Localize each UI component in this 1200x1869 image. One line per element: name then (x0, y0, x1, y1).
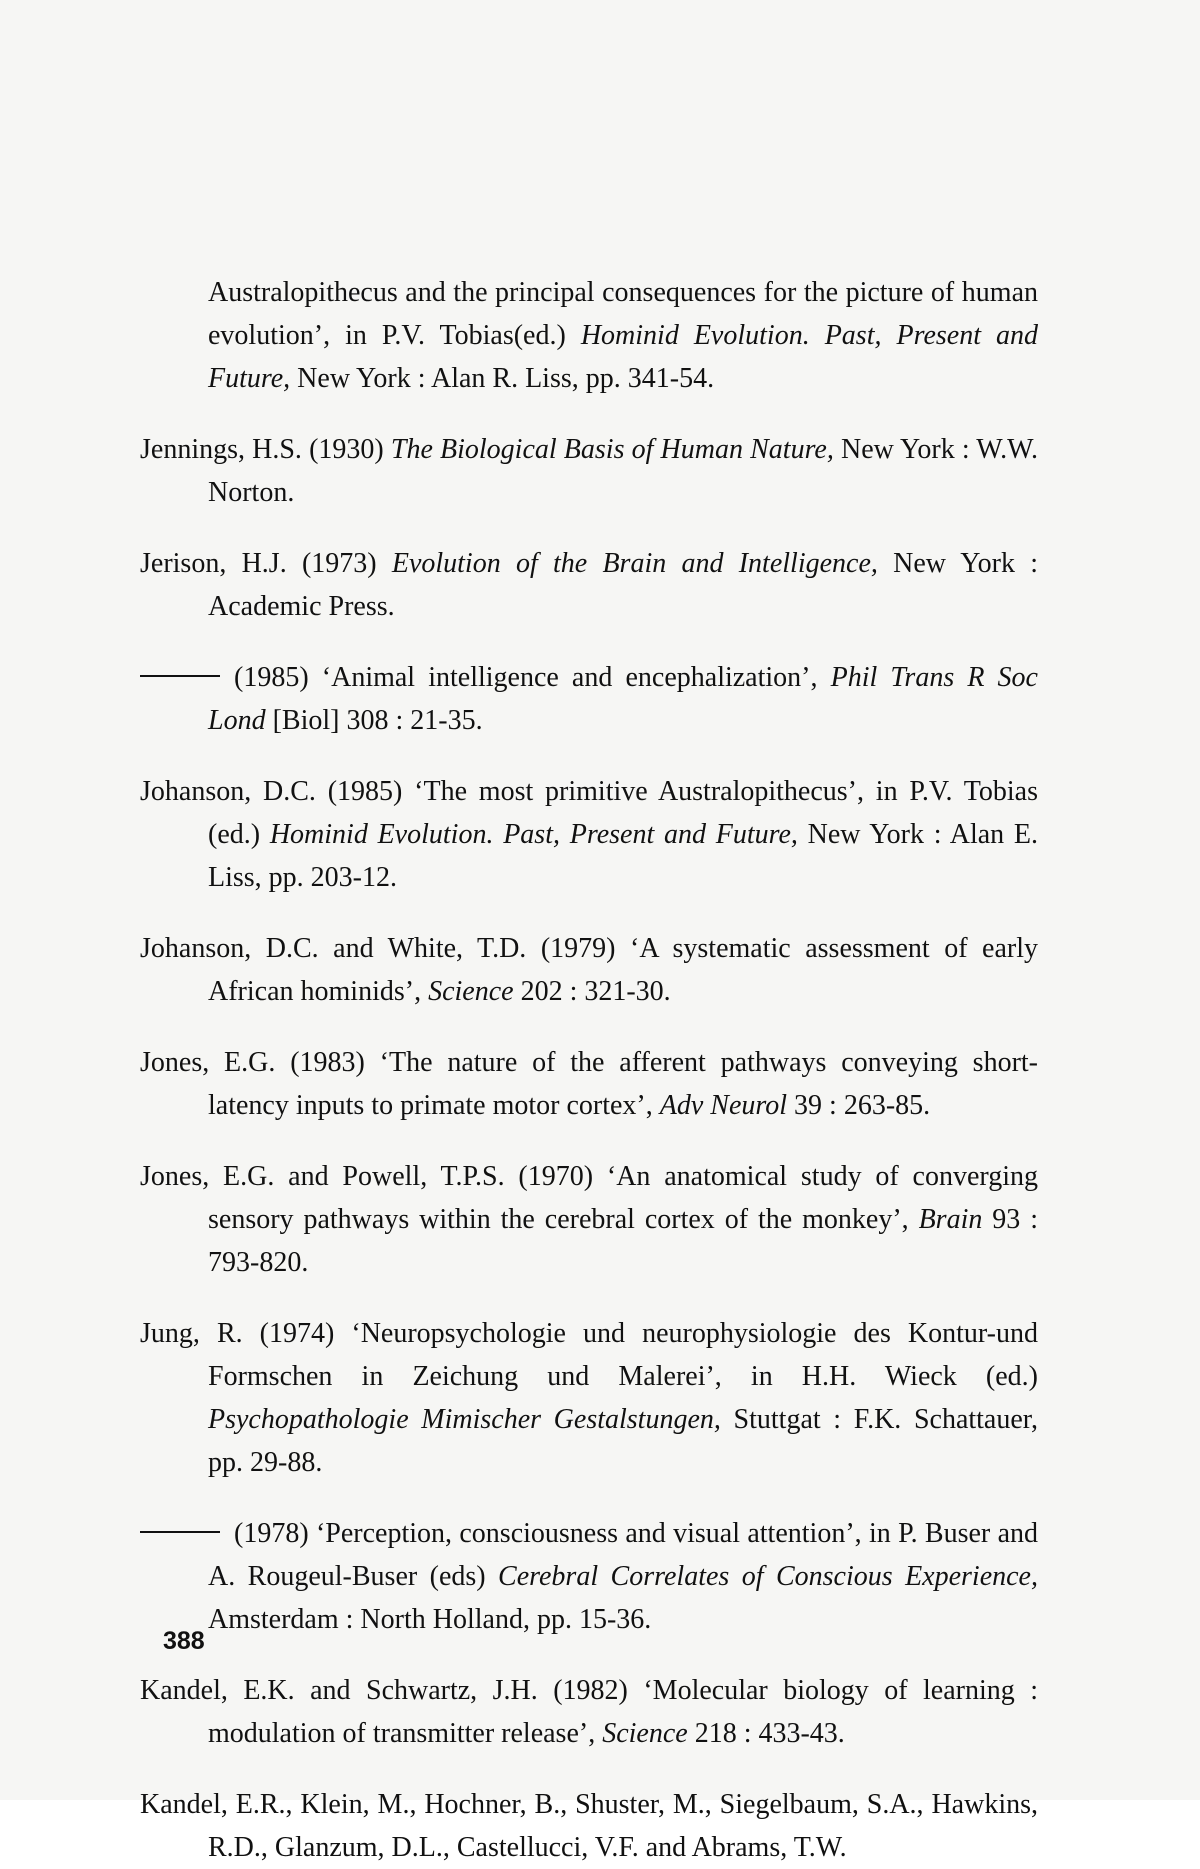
reference-entry: Jerison, H.J. (1973) Evolution of the Brain and Intelligence, New York : Academic Press. (140, 548, 1038, 622)
page-number: 388 (163, 1627, 205, 1655)
reference-entry: Australopithecus and the principal consequences for the picture of human evolution’, in P.V. Tobias(ed.) Hominid Evolution. Past, Present and Future, New York : Alan R. Liss, pp. 341-54. (208, 277, 1038, 394)
reference-entry: Johanson, D.C. (1985) ‘The most primitive Australopithecus’, in P.V. Tobias (ed.) Hominid Evolution. Past, Present and Future, New York : Alan E. Liss, pp. 203-12. (140, 776, 1039, 893)
reference-entry: Jennings, H.S. (1930) The Biological Basis of Human Nature, New York : W.W. Norton. (140, 434, 1038, 508)
reference-entry: Jung, R. (1974) ‘Neuropsychologie und neurophysiologie des Kontur-und Formschen in Zeichung und Malerei’, in H.H. Wieck (ed.) Psychopathologie Mimischer Gestalstungen, Stuttgat : F.K. Schattauer, pp. 29-88. (140, 1318, 1038, 1478)
reference-entry: Kandel, E.K. and Schwartz, J.H. (1982) ‘Molecular biology of learning : modulation of transmitter release’, Science 218 : 433-43. (140, 1675, 1038, 1749)
reference-entry: Jones, E.G. and Powell, T.P.S. (1970) ‘An anatomical study of converging sensory pathways within the cerebral cortex of the monkey’, Brain 93 : 793-820. (140, 1161, 1038, 1278)
reference-entry: (1985) ‘Animal intelligence and encephalization’, Phil Trans R Soc Lond [Biol] 308 : 21-35. (140, 656, 1038, 742)
reference-list (140, 243, 1038, 1869)
reference-entry: Johanson, D.C. and White, T.D. (1979) ‘A systematic assessment of early African hominids’, Science 202 : 321-30. (140, 933, 1038, 1007)
ditto-dash (140, 1531, 220, 1533)
reference-entry: Kandel, E.R., Klein, M., Hochner, B., Shuster, M., Siegelbaum, S.A., Hawkins, R.D., Glanzum, D.L., Castellucci, V.F. and Abrams, T.W. (140, 1789, 1038, 1863)
reference-entry: (1978) ‘Perception, consciousness and visual attention’, in P. Buser and A. Rougeul-Buser (eds) Cerebral Correlates of Conscious Experience, Amsterdam : North Holland, pp. 15-36. (140, 1512, 1038, 1641)
ditto-dash (140, 675, 220, 677)
reference-entry: Jones, E.G. (1983) ‘The nature of the afferent pathways conveying short-latency inputs to primate motor cortex’, Adv Neurol 39 : 263-85. (140, 1047, 1038, 1121)
